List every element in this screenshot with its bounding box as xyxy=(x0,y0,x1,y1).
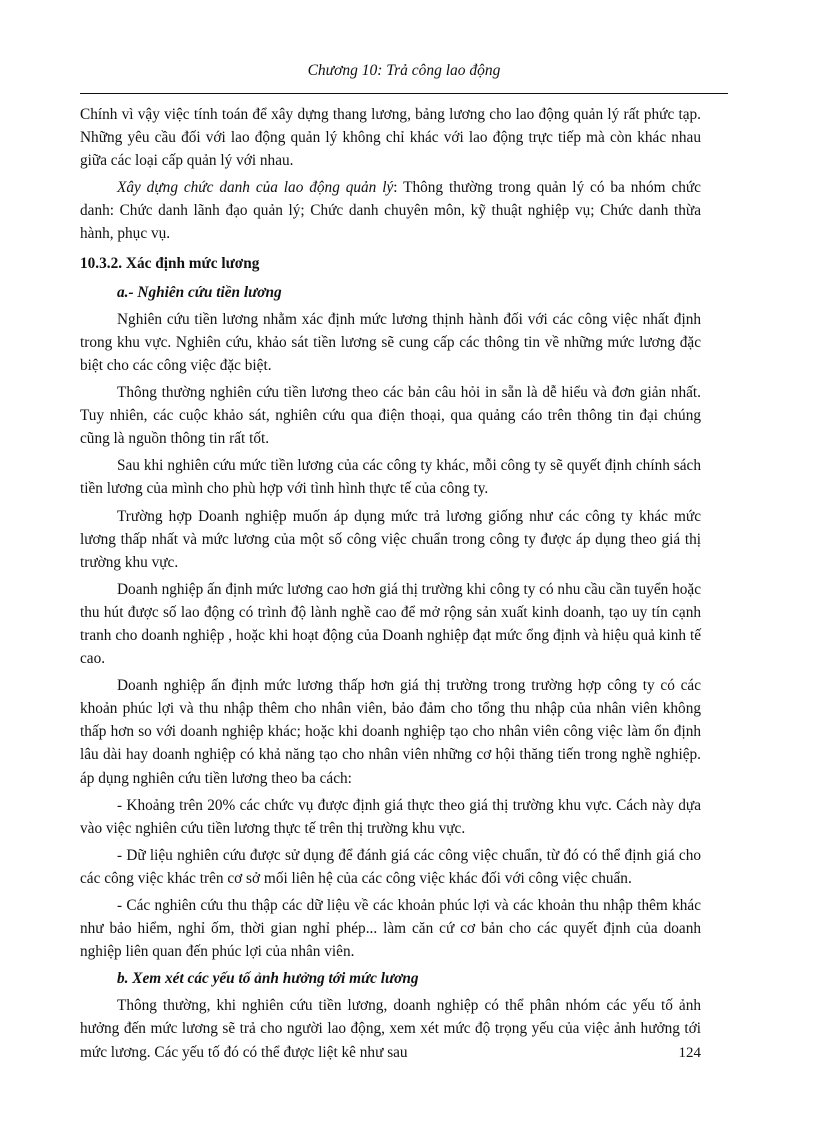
job-titles-text: : Thông thường trong quản lý có ba nhóm chức danh: Chức danh lãnh đạo quản lý; Chức danh chuyên môn, kỹ thuật nghiệp vụ; Chức danh thừa hành, phục vụ. xyxy=(80,179,701,243)
paragraph-below-market: Doanh nghiệp ấn định mức lương thấp hơn giá thị trường trong trường hợp công ty có các khoản phúc lợi và thu nhập thêm cho nhân viên, bảo đảm cho tổng thu nhập của nhân viên không thấp hơn so với doanh nghiệp khác; hoặc khi doanh nghiệp tạo cho nhân viên công việc làm ổn định lâu dài hay doanh nghiệp có khả năng tạo cho nhân viên những cơ hội thăng tiến trong nghề nghiệp. áp dụng nghiên cứu tiền lương theo ba cách: xyxy=(80,677,701,787)
page-number: 124 xyxy=(678,1045,701,1061)
bullet-item-3: - Các nghiên cứu thu thập các dữ liệu về các khoản phúc lợi và các khoản thu nhập thêm khác như bảo hiểm, nghỉ ốm, thời gian nghỉ phép... làm căn cứ cơ bản cho các quyết định của doanh nghiệp liên quan đến phúc lợi của nhân viên. xyxy=(80,897,701,961)
subheading-influencing-factors: b. Xem xét các yếu tố ảnh hưởng tới mức lương xyxy=(117,970,419,988)
paragraph-research-methods: Thông thường nghiên cứu tiền lương theo các bản câu hỏi in sẵn là dễ hiểu và đơn giản nhất. Tuy nhiên, các cuộc khảo sát, nghiên cứu qua điện thoại, qua quảng cáo trên thông tin đại chúng cũng là nguồn thông tin rất tốt. xyxy=(80,384,701,448)
paragraph-market-rate: Trường hợp Doanh nghiệp muốn áp dụng mức trả lương giống như các công ty khác mức lương thấp nhất và mức lương của một số công việc chuẩn trong công ty được áp dụng theo giá thị trường khu vực. xyxy=(80,507,701,571)
job-titles-lead: Xây dựng chức danh của lao động quản lý xyxy=(117,179,394,197)
subheading-salary-research: a.- Nghiên cứu tiền lương xyxy=(117,283,282,301)
page-header-title: Chương 10: Trả công lao động xyxy=(307,62,501,79)
bullet-item-2: - Dữ liệu nghiên cứu được sử dụng để đánh giá các công việc chuẩn, từ đó có thể định giá cho các công việc khác trên cơ sở mối liên hệ của các công việc khác đối với công việc chuẩn. xyxy=(80,846,701,887)
bullet-item-1: - Khoảng trên 20% các chức vụ được định giá thực theo giá thị trường khu vực. Cách này dựa vào việc nghiên cứu tiền lương thực tế trên thị trường khu vực. xyxy=(80,796,701,837)
paragraph-research-purpose: Nghiên cứu tiền lương nhằm xác định mức lương thịnh hành đối với các công việc nhất định trong khu vực. Nghiên cứu, khảo sát tiền lương sẽ cung cấp các thông tin về những mức lương đặc biệt cho các công việc đặc biệt. xyxy=(80,310,701,374)
paragraph-job-titles xyxy=(80,176,701,245)
paragraph-policy-decision: Sau khi nghiên cứu mức tiền lương của các công ty khác, mỗi công ty sẽ quyết định chính sách tiền lương của mình cho phù hợp với tình hình thực tế của công ty. xyxy=(80,457,701,498)
section-heading-10-3-2: 10.3.2. Xác định mức lương xyxy=(80,254,260,272)
header-divider xyxy=(80,93,728,94)
paragraph-above-market: Doanh nghiệp ấn định mức lương cao hơn giá thị trường khi công ty có nhu cầu cần tuyển hoặc thu hút được số lao động có trình độ lành nghề cao để mở rộng sản xuất kinh doanh, tạo uy tín cạnh tranh cho doanh nghiệp , hoặc khi hoạt động của Doanh nghiệp đạt mức ổng định và hiệu quả kinh tế cao. xyxy=(80,580,701,668)
paragraph-intro: Chính vì vậy việc tính toán để xây dựng thang lương, bảng lương cho lao động quản lý rất phức tạp. Những yêu cầu đối với lao động quản lý không chỉ khác với lao động trực tiếp mà còn khác nhau giữa các loại cấp quản lý với nhau. xyxy=(80,106,701,170)
paragraph-factors-intro: Thông thường, khi nghiên cứu tiền lương, doanh nghiệp có thể phân nhóm các yếu tố ảnh hưởng đến mức lương sẽ trả cho người lao động, xem xét mức độ trọng yếu của việc ảnh hưởng tới mức lương. Các yếu tố đó có thể được liệt kê như sau xyxy=(80,997,701,1061)
document-body xyxy=(80,103,701,1068)
